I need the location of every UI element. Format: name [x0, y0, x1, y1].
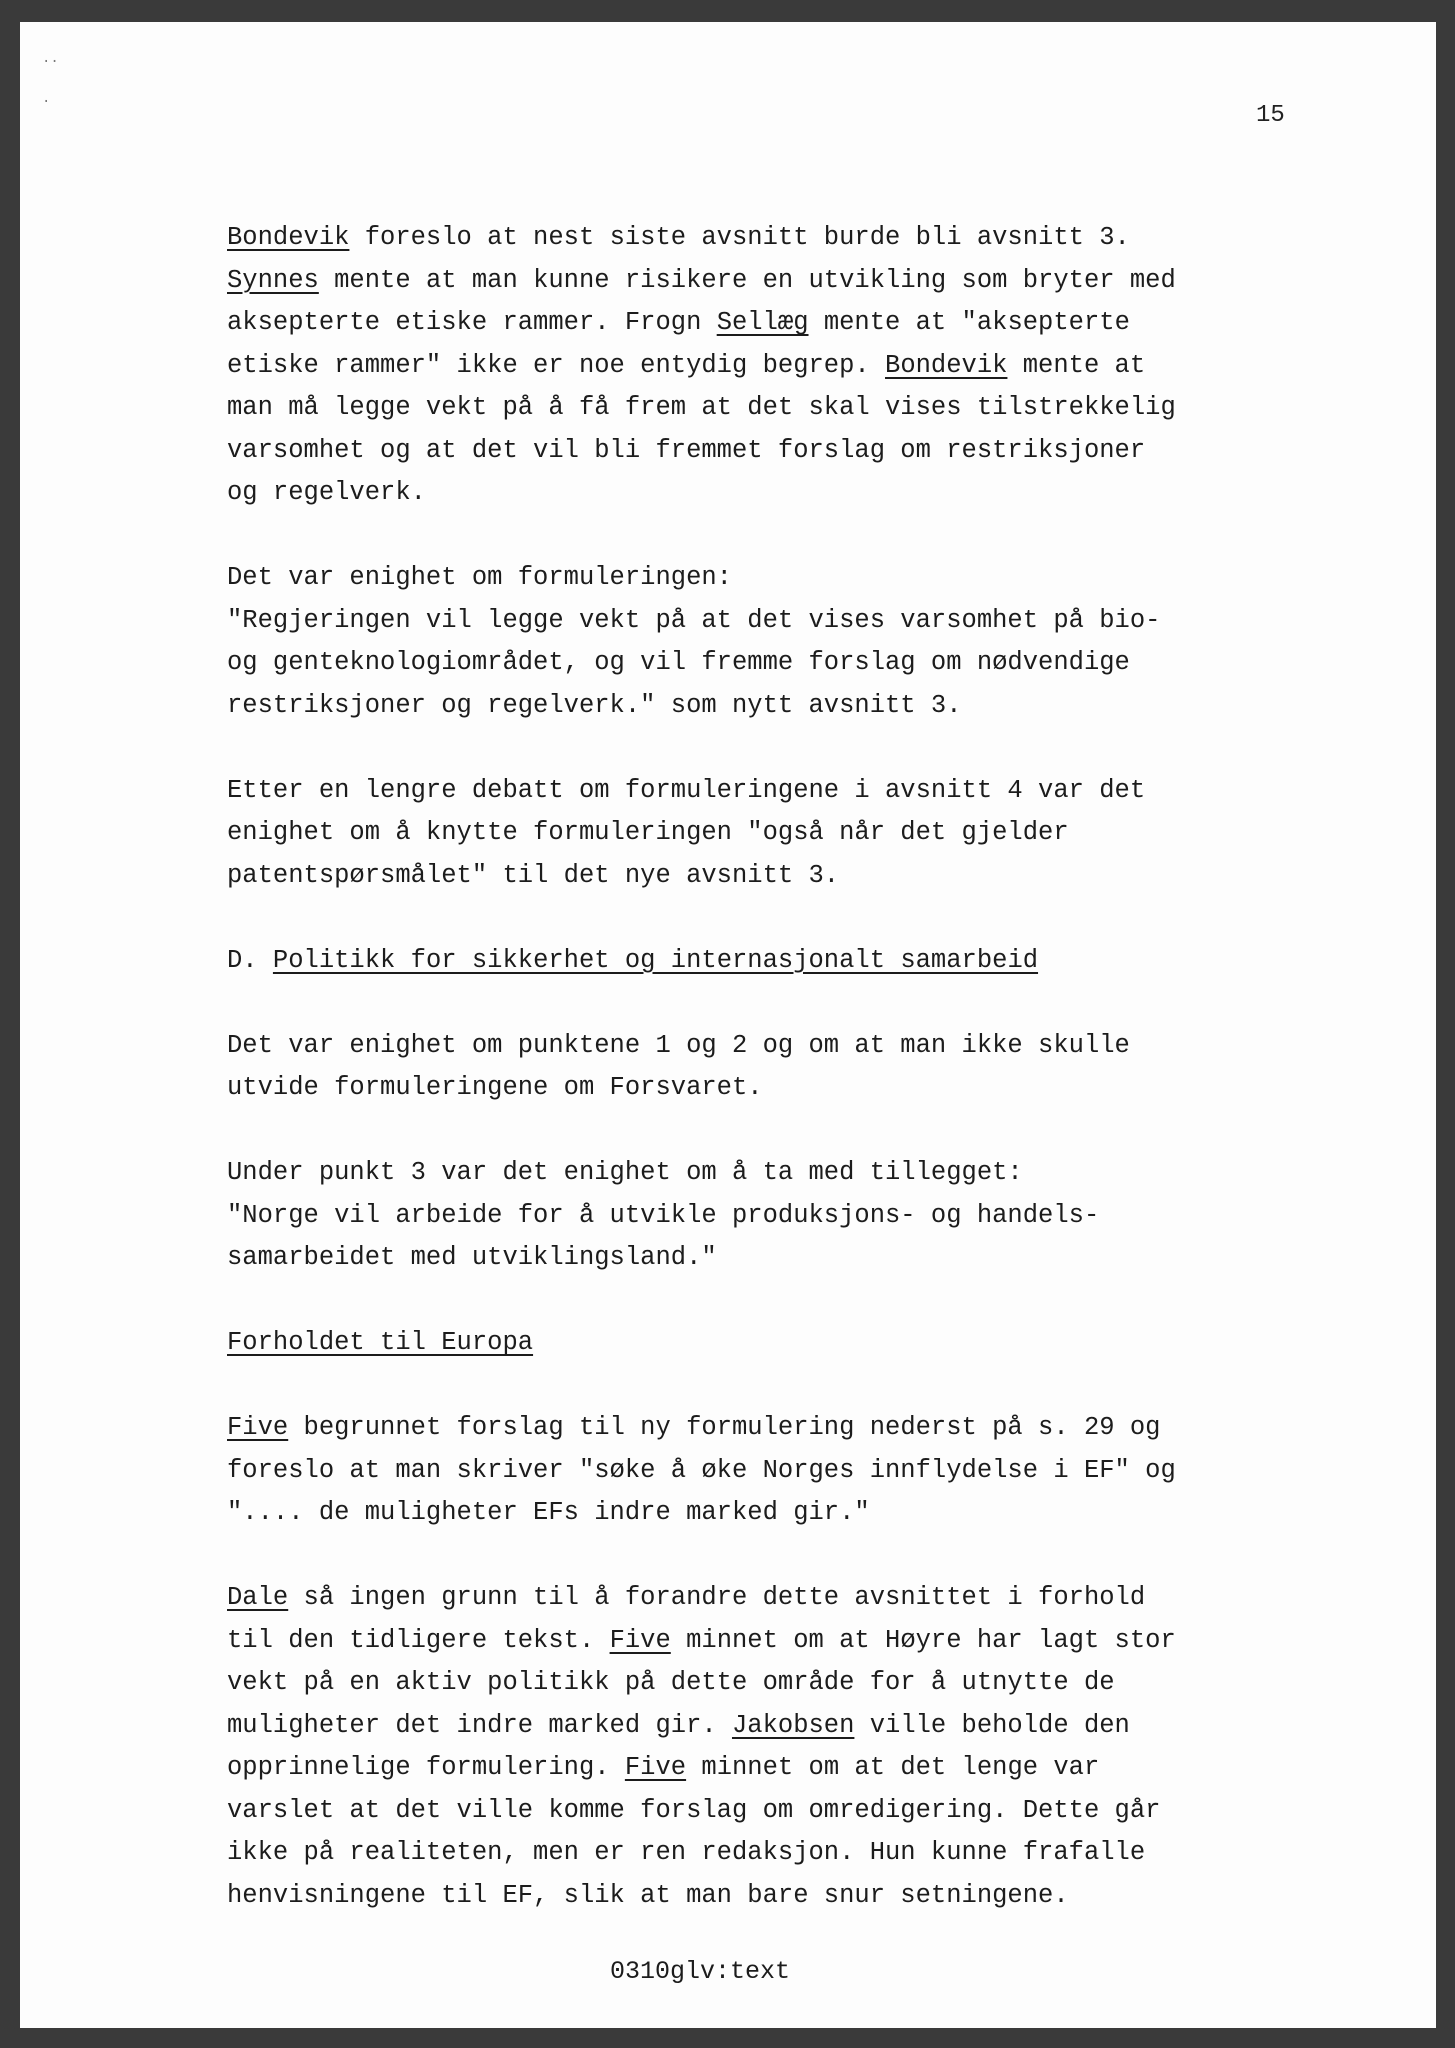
scan-marks: ·· ·	[42, 54, 59, 110]
text-segment: "Regjeringen vil legge vekt på at det vises varsomhet på bio-	[227, 605, 1161, 635]
paragraph	[227, 1025, 1347, 1110]
text-segment: mente at man kunne risikere en utvikling som bryter med	[318, 265, 1176, 295]
text-segment: og genteknologiområdet, og vil fremme forslag om nødvendige	[227, 648, 1130, 677]
text-segment: varsomhet og at det vil bli fremmet forslag om restriksjoner	[227, 435, 1146, 465]
text-line	[227, 1577, 1347, 1620]
text-line	[227, 1492, 1347, 1535]
text-line	[227, 1195, 1347, 1238]
text-line	[227, 217, 1347, 260]
underlined-text: Bondevik	[885, 350, 1008, 380]
paragraph	[227, 1322, 1347, 1365]
text-segment: muligheter det indre marked gir.	[227, 1710, 732, 1740]
text-line	[227, 387, 1347, 430]
paragraph	[227, 1577, 1347, 1917]
paragraph	[227, 1152, 1347, 1280]
text-line	[227, 812, 1347, 855]
text-line	[227, 642, 1347, 685]
underlined-text: Forholdet til Europa	[227, 1328, 534, 1357]
text-line	[227, 345, 1347, 388]
underlined-text: Jakobsen	[731, 1710, 855, 1740]
underlined-text: Five	[609, 1625, 671, 1655]
text-line	[227, 1875, 1347, 1918]
underlined-text: Bondevik	[227, 223, 350, 252]
text-line	[227, 260, 1347, 303]
paragraph	[227, 1407, 1347, 1535]
text-line	[227, 1662, 1347, 1705]
text-segment: så ingen grunn til å forandre dette avsnittet i forhold	[288, 1583, 1146, 1612]
text-line	[227, 302, 1347, 345]
text-segment: ville beholde den	[854, 1710, 1130, 1740]
text-line	[227, 1620, 1347, 1663]
underlined-text: Dale	[227, 1583, 289, 1612]
text-segment: ".... de muligheter EFs indre marked gir."	[227, 1498, 870, 1527]
text-line	[227, 430, 1347, 473]
text-segment: Det var enighet om punktene 1 og 2 og om at man ikke skulle	[227, 1030, 1130, 1060]
underlined-text: Sellæg	[716, 308, 809, 337]
text-line	[227, 1237, 1347, 1280]
underlined-text: Five	[624, 1753, 687, 1782]
text-line	[227, 855, 1347, 898]
page-number: 15	[1256, 102, 1285, 129]
paragraph	[227, 940, 1347, 983]
text-line	[227, 1152, 1347, 1195]
text-line	[227, 1025, 1347, 1068]
text-segment: samarbeidet med utviklingsland."	[227, 1243, 717, 1272]
text-segment: D.	[227, 945, 273, 975]
text-line	[227, 685, 1347, 728]
text-segment: enighet om å knytte formuleringen "også når det gjelder	[227, 818, 1069, 847]
text-segment: Etter en lengre debatt om formuleringene i avsnitt 4 var det	[227, 775, 1146, 805]
text-segment: begrunnet forslag til ny formulering nederst på s. 29 og	[288, 1413, 1161, 1442]
footer-code: 0310glv:text	[610, 1957, 791, 1986]
text-segment: vekt på en aktiv politikk på dette område for å utnytte de	[227, 1668, 1115, 1697]
text-segment: til den tidligere tekst.	[227, 1625, 610, 1655]
text-line	[227, 1832, 1347, 1875]
text-segment: "Norge vil arbeide for å utvikle produksjons- og handels-	[227, 1200, 1100, 1230]
paragraph	[227, 557, 1347, 727]
text-segment: etiske rammer" ikke er noe entydig begrep.	[227, 350, 886, 380]
text-segment: ikke på realiteten, men er ren redaksjon. Hun kunne frafalle	[227, 1838, 1146, 1867]
document-body	[227, 217, 1347, 1960]
text-line	[227, 1747, 1347, 1790]
text-line	[227, 1790, 1347, 1833]
underlined-text: Five	[227, 1413, 289, 1442]
text-segment: foreslo at nest siste avsnitt burde bli avsnitt 3.	[349, 223, 1130, 252]
text-segment: mente at	[1007, 350, 1146, 380]
text-segment: henvisningene til EF, slik at man bare snur setningene.	[227, 1880, 1069, 1910]
text-line	[227, 1450, 1347, 1493]
paragraph	[227, 770, 1347, 898]
text-segment: man må legge vekt på å få frem at det skal vises tilstrekkelig	[227, 393, 1176, 422]
text-segment: Det var enighet om formuleringen:	[227, 563, 732, 592]
text-segment: minnet om at det lenge var	[686, 1753, 1100, 1782]
text-segment: og regelverk.	[227, 478, 426, 507]
document-page	[20, 22, 1436, 2028]
text-segment: Under punkt 3 var det enighet om å ta med tillegget:	[227, 1158, 1023, 1187]
text-line	[227, 1407, 1347, 1450]
text-segment: restriksjoner og regelverk." som nytt avsnitt 3.	[227, 690, 962, 720]
text-segment: foreslo at man skriver "søke å øke Norges innflydelse i EF" og	[227, 1455, 1176, 1485]
paragraph	[227, 217, 1347, 515]
text-segment: utvide formuleringene om Forsvaret.	[227, 1073, 763, 1102]
text-line	[227, 1705, 1347, 1748]
text-segment: minnet om at Høyre har lagt stor	[670, 1625, 1176, 1655]
underlined-text: Synnes	[227, 265, 319, 295]
text-segment: opprinnelige formulering.	[227, 1753, 625, 1782]
text-segment: aksepterte etiske rammer. Frogn	[227, 308, 717, 337]
text-segment: mente at "aksepterte	[808, 308, 1130, 337]
text-line	[227, 600, 1347, 643]
text-segment: patentspørsmålet" til det nye avsnitt 3.	[227, 860, 840, 890]
text-line	[227, 557, 1347, 600]
underlined-text: Politikk for sikkerhet og internasjonalt samarbeid	[272, 945, 1039, 975]
text-segment: varslet at det ville komme forslag om omredigering. Dette går	[227, 1795, 1161, 1825]
text-line	[227, 770, 1347, 813]
text-line	[227, 1322, 1347, 1365]
text-line	[227, 940, 1347, 983]
text-line	[227, 1067, 1347, 1110]
text-line	[227, 472, 1347, 515]
